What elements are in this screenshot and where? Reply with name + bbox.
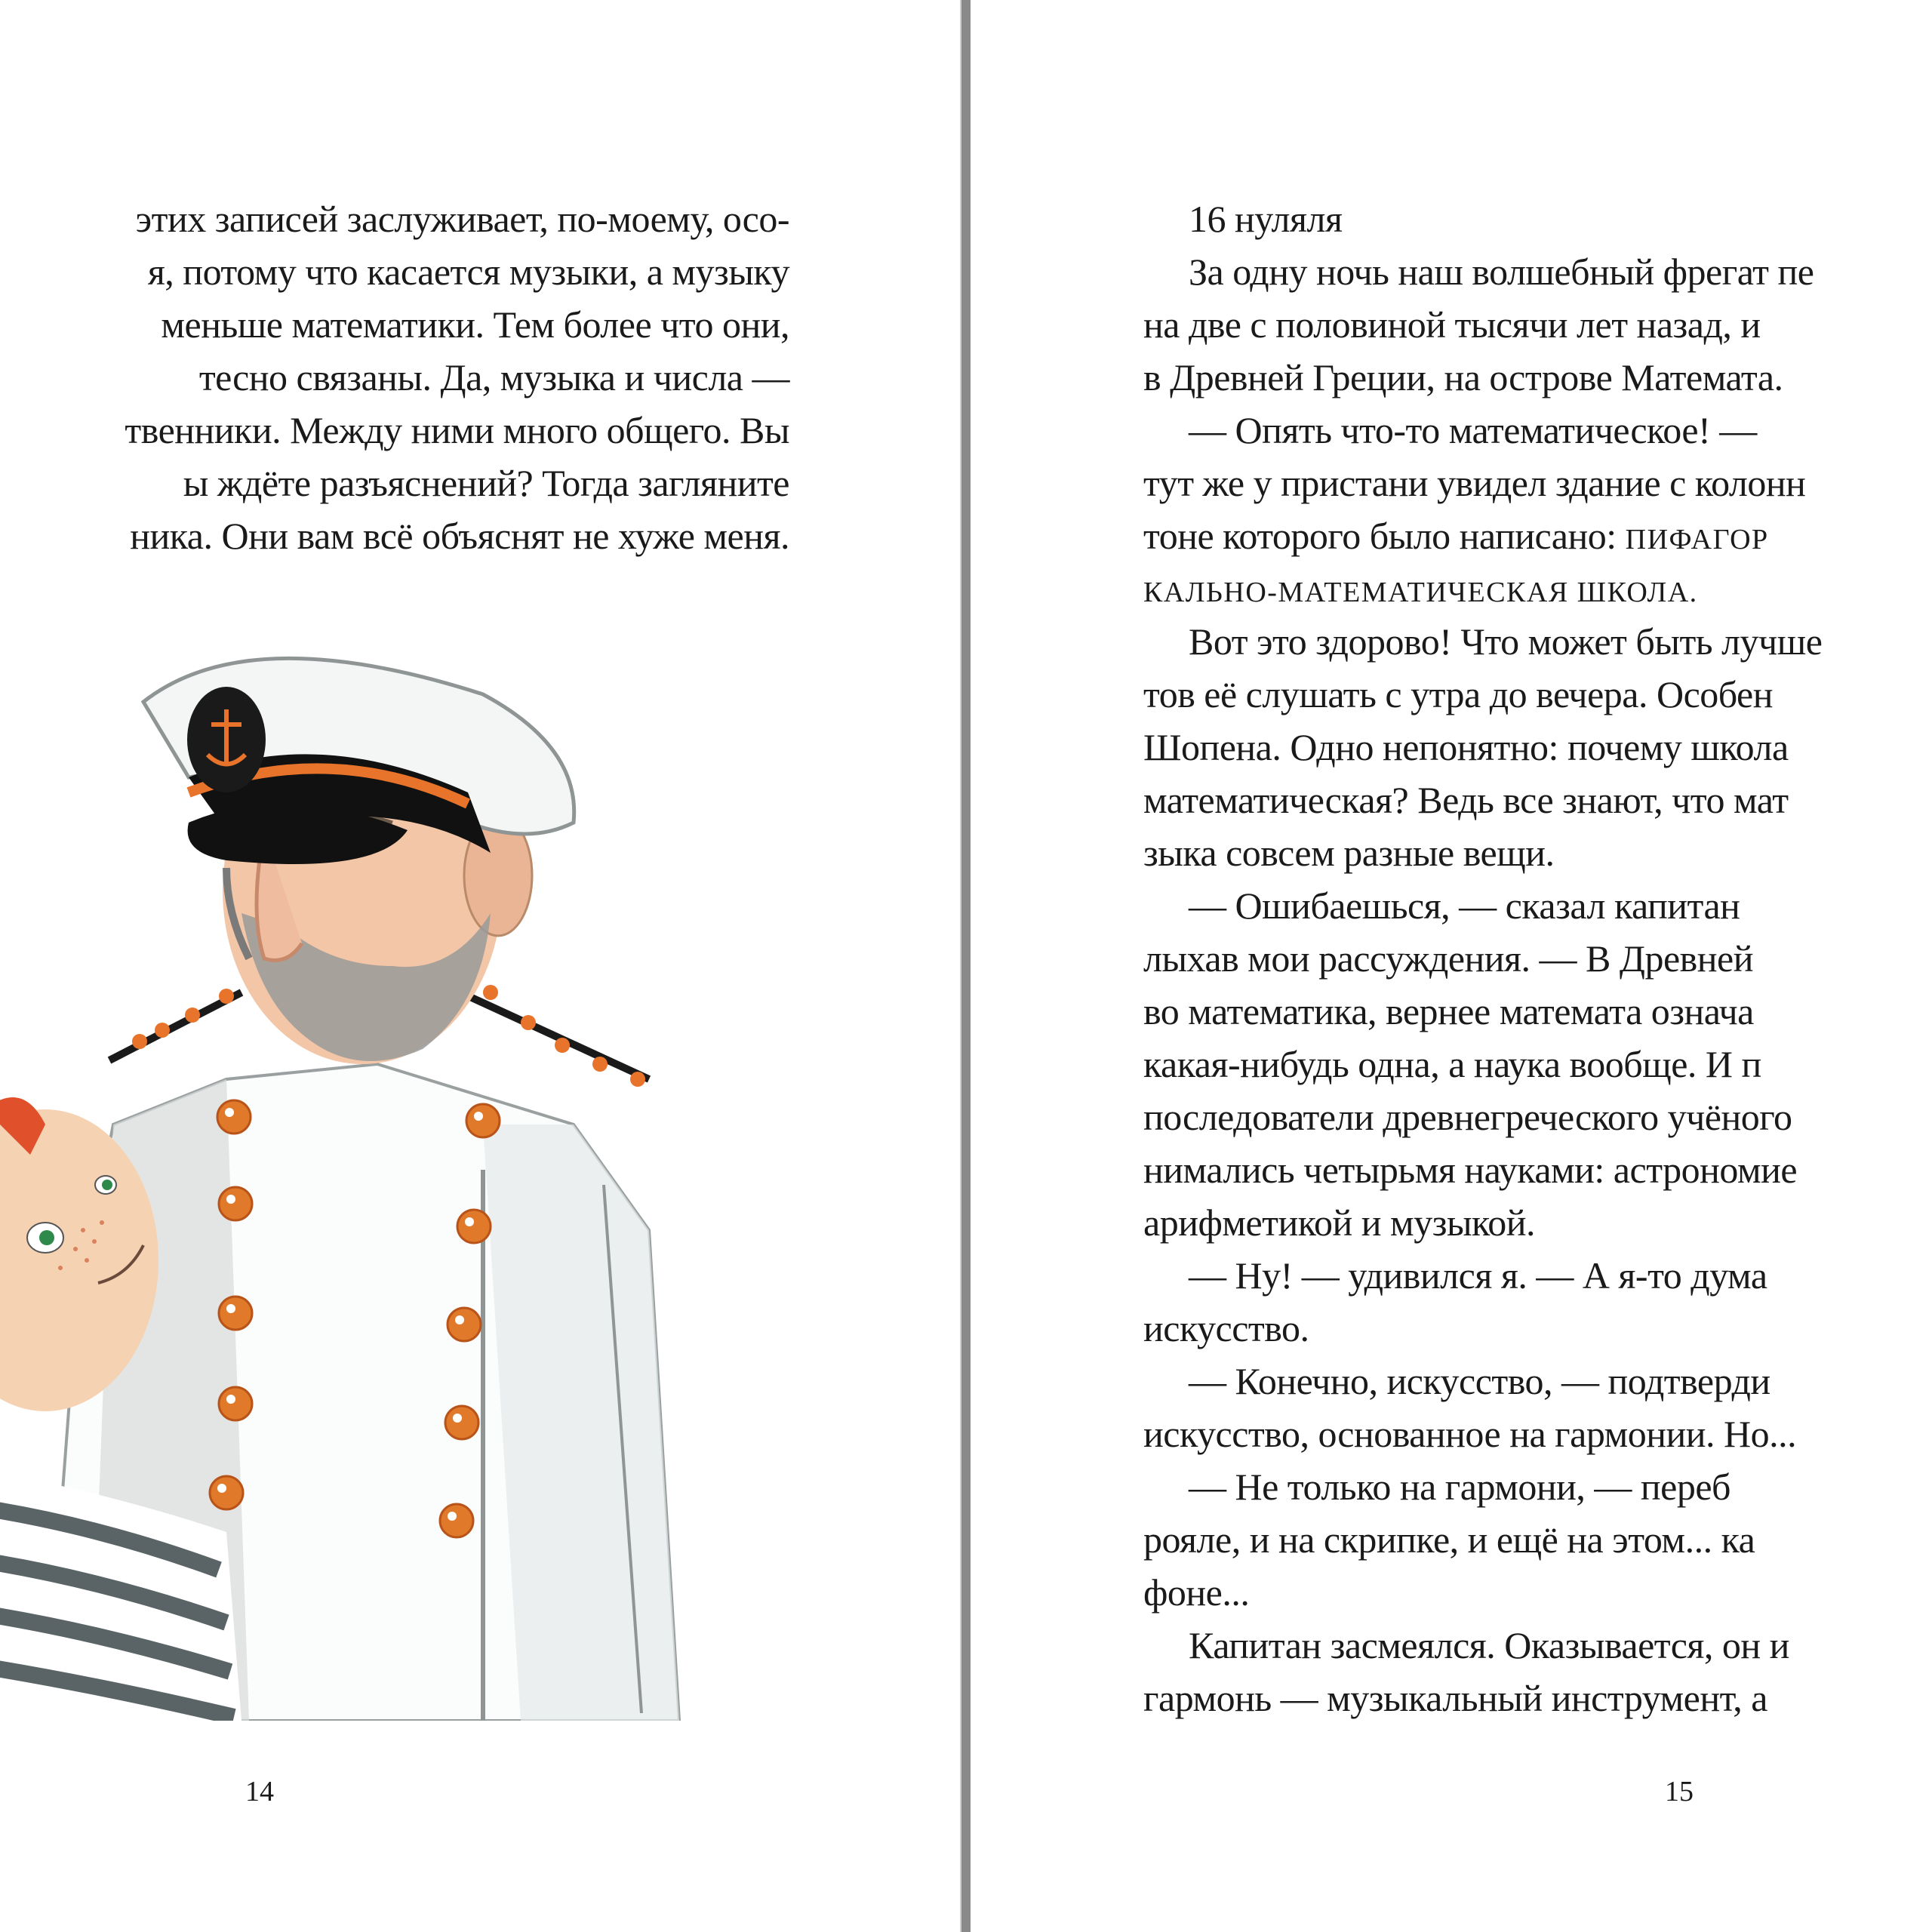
text-line: ника. Они вам всё объяснят не хуже меня. <box>130 515 789 557</box>
text-segment: тоне которого было написано: <box>1143 515 1626 557</box>
text-line: математическая? Ведь все знают, что мат <box>1143 779 1789 821</box>
text-line: — Ну! — удивился я. — А я-то дума <box>1189 1254 1767 1297</box>
text-line: Шопена. Одно непонятно: почему школа <box>1143 726 1789 768</box>
page-number: 15 <box>1665 1776 1694 1807</box>
text-line: нимались четырьмя науками: астрономие <box>1143 1149 1798 1191</box>
page-number: 14 <box>245 1776 274 1807</box>
text-line: я, потому что касается музыки, а музыку <box>147 251 789 293</box>
text-line: тут же у пристани увидел здание с колонн <box>1143 462 1806 504</box>
text-line: рояле, и на скрипке, и ещё на этом... ка <box>1143 1518 1755 1561</box>
text-line: тесно связаны. Да, музыка и числа — <box>198 356 789 398</box>
text-line: Вот это здорово! Что может быть лучше <box>1189 620 1823 663</box>
text-line: какая-нибудь одна, а наука вообще. И п <box>1143 1043 1761 1085</box>
text-line: — Конечно, искусство, — подтверди <box>1189 1360 1770 1402</box>
captain-and-boy-illustration <box>0 641 724 1721</box>
text-line: меньше математики. Тем более что они, <box>161 303 789 346</box>
text-line: этих записей заслуживает, по-моему, осо- <box>135 198 789 240</box>
text-line: Капитан засмеялся. Оказывается, он и <box>1189 1624 1789 1666</box>
right-page-text <box>1143 192 1932 1724</box>
text-line: искусство. <box>1143 1307 1309 1349</box>
text-line: твенники. Между ними много общего. Вы <box>125 409 789 451</box>
text-line: во математика, вернее математа означа <box>1143 990 1754 1032</box>
text-line: искусство, основанное на гармонии. Но... <box>1143 1413 1797 1455</box>
text-line: За одну ночь наш волшебный фрегат пе <box>1189 251 1814 293</box>
text-line: — Опять что-то математическое! — <box>1189 409 1757 451</box>
text-line: — Не только на гармони, — переб <box>1189 1466 1730 1508</box>
text-line: лыхав мои рассуждения. — В Древней <box>1143 937 1753 980</box>
school-name-smallcaps: КАЛЬНО-МАТЕМАТИЧЕСКАЯ ШКОЛА. <box>1143 577 1698 608</box>
entry-date-heading: 16 нуляля <box>1189 198 1343 240</box>
text-line: зыка совсем разные вещи. <box>1143 832 1555 874</box>
text-line <box>1143 509 1932 562</box>
left-page <box>0 0 961 1932</box>
text-line: гармонь — музыкальный инструмент, а <box>1143 1677 1767 1719</box>
text-line: — Ошибаешься, — сказал капитан <box>1189 884 1740 927</box>
school-name-smallcaps: ПИФАГОР <box>1625 524 1769 555</box>
text-line: фоне... <box>1143 1571 1250 1614</box>
text-line: на две с половиной тысячи лет назад, и <box>1143 303 1761 346</box>
text-line: в Древней Греции, на острове Математа. <box>1143 356 1783 398</box>
text-line: ы ждёте разъяснений? Тогда загляните <box>183 462 789 504</box>
book-spine-divider <box>961 0 971 1932</box>
left-page-text <box>0 192 789 562</box>
text-line <box>1143 562 1932 615</box>
right-page <box>971 0 1932 1932</box>
text-line: арифметикой и музыкой. <box>1143 1201 1536 1244</box>
text-line: тов её слушать с утра до вечера. Особен <box>1143 673 1773 715</box>
text-line: последователи древнегреческого учёного <box>1143 1096 1792 1138</box>
